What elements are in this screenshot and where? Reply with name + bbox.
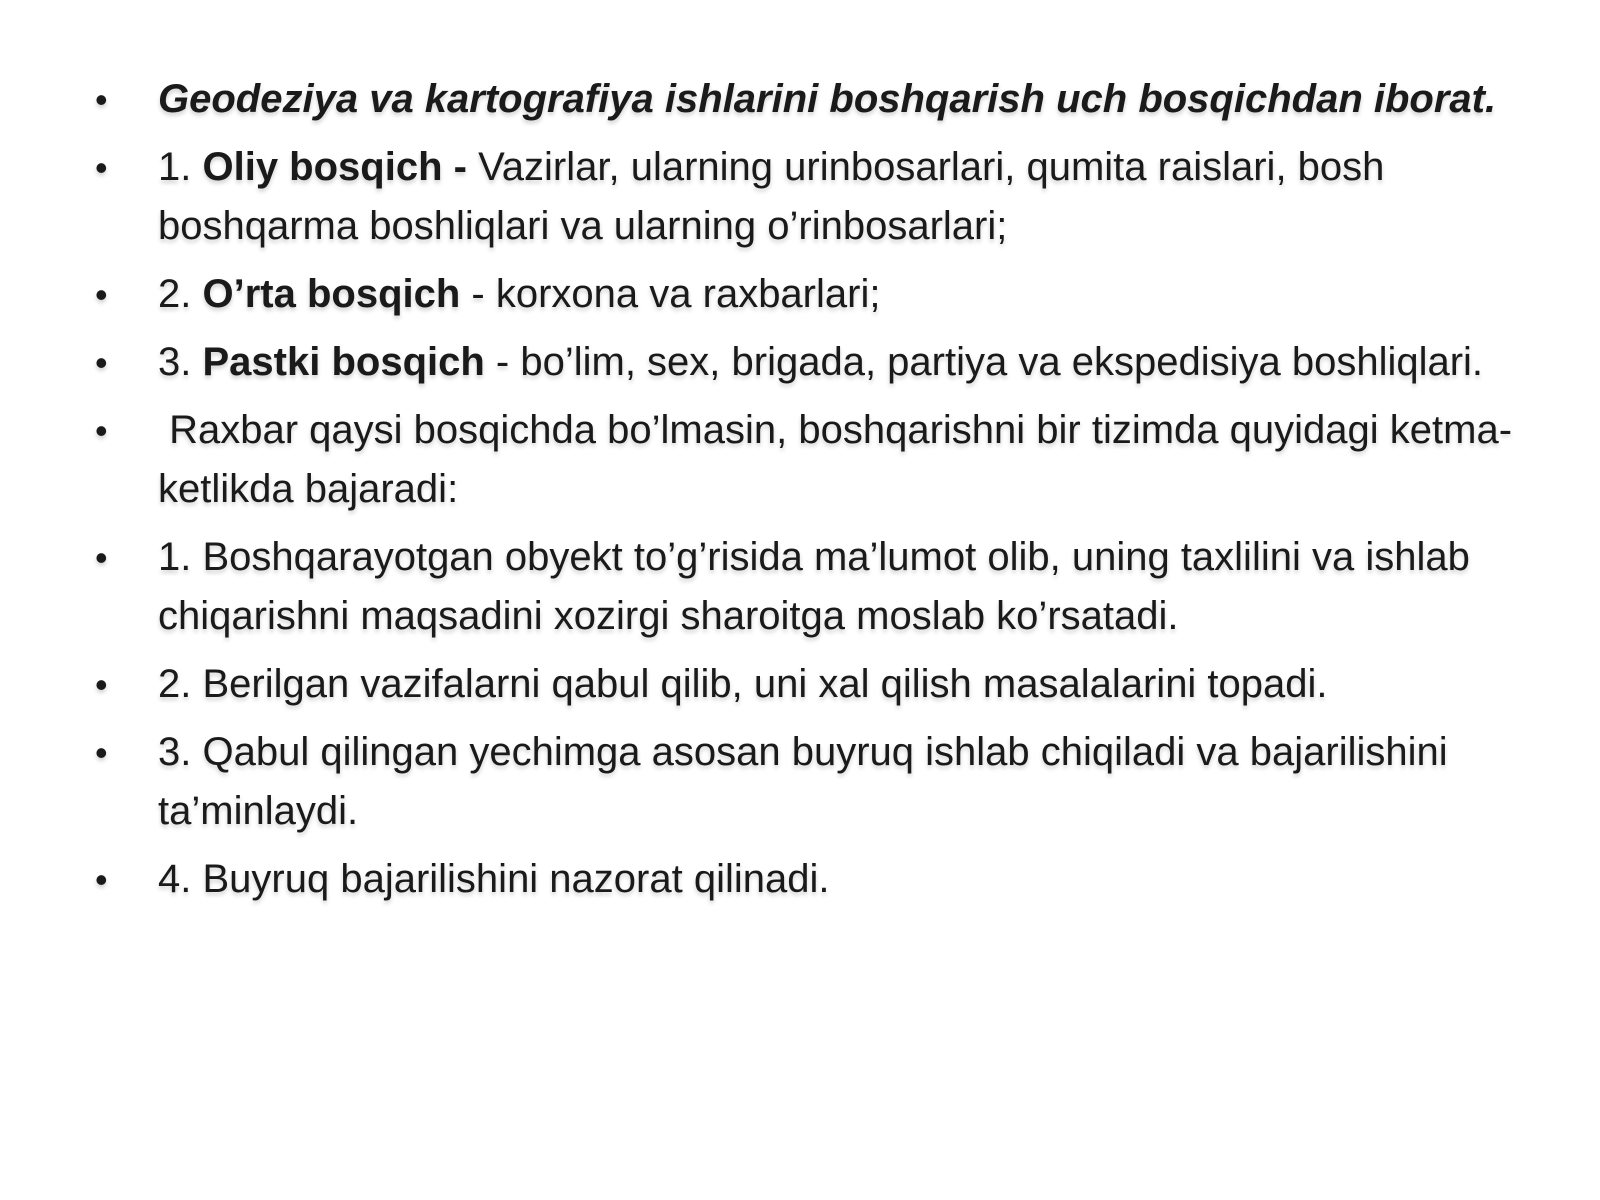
item-number: 1. — [158, 145, 203, 189]
list-item-step-3 — [95, 723, 1515, 841]
list-item-step-2 — [95, 655, 1515, 714]
item-number: 2. — [158, 272, 203, 316]
item-text: 3. Qabul qilingan yechimga asosan buyruq ishlab chiqiladi va bajarilishini ta’minlaydi. — [158, 730, 1448, 833]
list-item-step-4 — [95, 850, 1515, 909]
bullet-icon: • — [95, 274, 108, 315]
item-text: 1. Boshqarayotgan obyekt to’g’risida ma’lumot olib, uning taxlilini va ishlab chiqarishni maqsadini xozirgi sharoitga moslab ko’rsatadi. — [158, 535, 1470, 638]
stage-title: O’rta bosqich — [202, 272, 461, 316]
list-item-middle-stage — [95, 265, 1515, 324]
stage-title: Oliy bosqich - — [202, 145, 479, 189]
list-item-step-1 — [95, 528, 1515, 646]
list-item-lower-stage — [95, 333, 1515, 392]
heading-text: Geodeziya va kartografiya ishlarini boshqarish uch bosqichdan iborat. — [158, 77, 1497, 121]
bullet-icon: • — [95, 410, 108, 451]
stage-title: Pastki bosqich — [202, 340, 485, 384]
item-text: 4. Buyruq bajarilishini nazorat qilinadi. — [158, 857, 830, 901]
bullet-icon: • — [95, 537, 108, 578]
item-text: Raxbar qaysi bosqichda bo’lmasin, boshqarishni bir tizimda quyidagi ketma-ketlikda bajaradi: — [158, 408, 1513, 511]
list-item-intro — [95, 401, 1515, 519]
bullet-icon: • — [95, 147, 108, 188]
list-item-heading — [95, 70, 1515, 129]
list-item-upper-stage — [95, 138, 1515, 256]
bullet-icon: • — [95, 342, 108, 383]
bullet-list — [95, 70, 1515, 918]
item-text: 2. Berilgan vazifalarni qabul qilib, uni xal qilish masalalarini topadi. — [158, 662, 1328, 706]
bullet-icon: • — [95, 79, 108, 120]
stage-description: - bo’lim, sex, brigada, partiya va ekspedisiya boshliqlari. — [484, 340, 1484, 384]
bullet-icon: • — [95, 859, 108, 900]
stage-description: - korxona va raxbarlari; — [460, 272, 881, 316]
item-number: 3. — [158, 340, 203, 384]
bullet-icon: • — [95, 664, 108, 705]
bullet-icon: • — [95, 732, 108, 773]
stage-description: Vazirlar, ularning urinbosarlari, qumita raislari, bosh boshqarma boshliqlari va ularning o’rinbosarlari; — [158, 145, 1385, 248]
